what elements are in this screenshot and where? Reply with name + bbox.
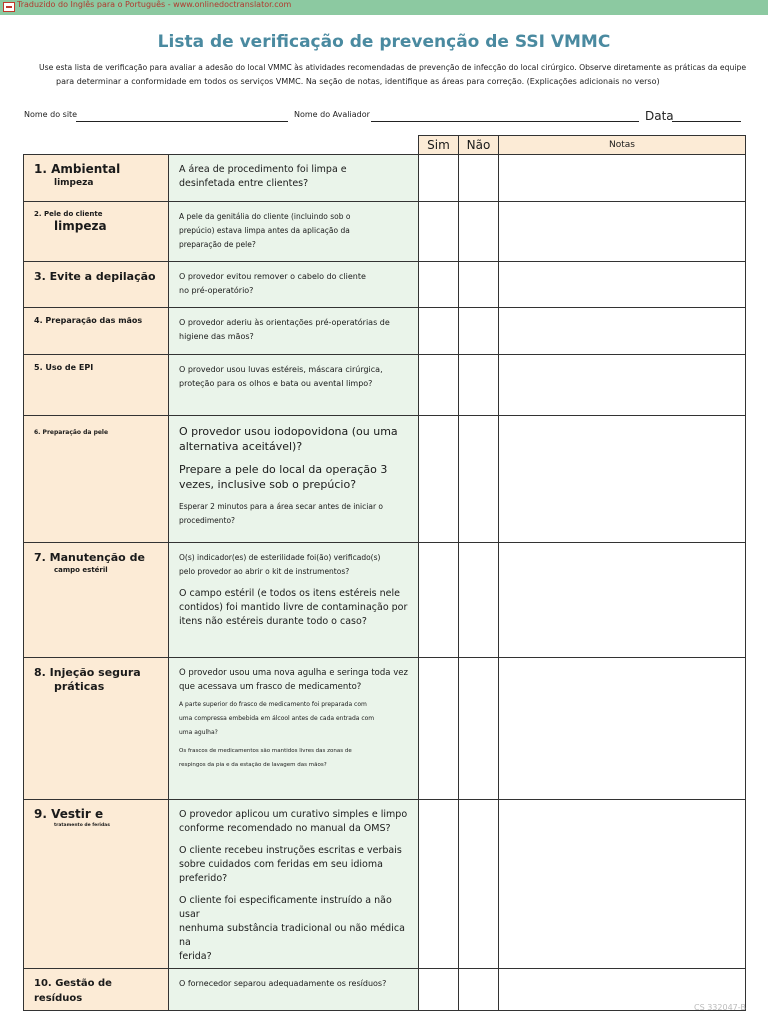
header-blank: [24, 136, 419, 155]
col-notes-header: Notas: [499, 136, 746, 155]
category-subtitle: tratamento de feridas: [54, 823, 110, 828]
question-line: preferido?: [179, 873, 228, 884]
yes-cell[interactable]: [419, 262, 459, 308]
row-question: [169, 308, 419, 355]
no-cell[interactable]: [459, 355, 499, 416]
date-field[interactable]: [672, 121, 741, 122]
yes-cell[interactable]: [419, 155, 459, 202]
question-line: O provedor usou luvas estéreis, máscara cirúrgica,: [179, 365, 383, 374]
table-row: [24, 416, 746, 543]
translator-banner: [0, 0, 768, 15]
row-question: [169, 355, 419, 416]
category-title: 4. Preparação das mãos: [34, 316, 143, 325]
question-line: desinfetada entre clientes?: [179, 178, 309, 189]
notes-cell[interactable]: [499, 355, 746, 416]
intro-line-1: Use esta lista de verificação para avaliar a adesão do local VMMC às atividades recomendadas de prevenção de infecção do local cirúrgico. Observe diretamente as práticas da equipe: [39, 63, 747, 72]
no-cell[interactable]: [459, 658, 499, 800]
row-category: [24, 969, 169, 1011]
question-line: O provedor evitou remover o cabelo do cliente: [179, 272, 366, 281]
col-no-header: Não: [459, 136, 499, 155]
category-title: 7. Manutenção de: [34, 551, 145, 564]
question-line: nenhuma substância tradicional ou não médica na: [179, 923, 405, 948]
table-row: [24, 969, 746, 1011]
notes-cell[interactable]: [499, 202, 746, 262]
row-question: [169, 543, 419, 658]
notes-cell[interactable]: [499, 308, 746, 355]
site-name-label: Nome do site: [24, 110, 78, 119]
row-category: [24, 543, 169, 658]
table-row: [24, 202, 746, 262]
row-question: [169, 262, 419, 308]
question-line: proteção para os olhos e bata ou avental limpo?: [179, 379, 373, 388]
question-line: O provedor aplicou um curativo simples e limpo: [179, 809, 408, 820]
no-cell[interactable]: [459, 543, 499, 658]
question-line: A área de procedimento foi limpa e: [179, 164, 347, 175]
yes-cell[interactable]: [419, 355, 459, 416]
category-title: 6. Preparação da pele: [34, 429, 109, 436]
site-name-field[interactable]: [76, 121, 288, 122]
yes-cell[interactable]: [419, 308, 459, 355]
no-cell[interactable]: [459, 155, 499, 202]
question-line: prepúcio) estava limpa antes da aplicação da: [179, 226, 350, 235]
yes-cell[interactable]: [419, 543, 459, 658]
question-line: que acessava um frasco de medicamento?: [179, 682, 362, 692]
question-line: O provedor usou uma nova agulha e seringa toda vez: [179, 668, 408, 678]
category-title: 3. Evite a depilação: [34, 270, 156, 283]
row-question: [169, 800, 419, 969]
notes-cell[interactable]: [499, 658, 746, 800]
yes-cell[interactable]: [419, 658, 459, 800]
question-line: conforme recomendado no manual da OMS?: [179, 823, 391, 834]
question-line: respingos da pia e da estação de lavagem das mãos?: [179, 762, 327, 768]
notes-cell[interactable]: [499, 543, 746, 658]
category-title: 1. Ambiental: [34, 162, 121, 176]
no-cell[interactable]: [459, 262, 499, 308]
row-category: [24, 202, 169, 262]
row-category: [24, 262, 169, 308]
question-line: uma compressa embebida em álcool antes de cada entrada com: [179, 715, 375, 722]
row-question: [169, 416, 419, 543]
row-category: [24, 800, 169, 969]
no-cell[interactable]: [459, 416, 499, 543]
question-line: alternativa aceitável)?: [179, 440, 303, 453]
question-line: vezes, inclusive sob o prepúcio?: [179, 478, 357, 491]
no-cell[interactable]: [459, 800, 499, 969]
row-category: [24, 308, 169, 355]
category-title: 2. Pele do cliente: [34, 210, 103, 218]
notes-cell[interactable]: [499, 155, 746, 202]
question-line: O(s) indicador(es) de esterilidade foi(ão) verificado(s): [179, 553, 381, 562]
page-title: Lista de verificação de prevenção de SSI VMMC: [157, 32, 611, 52]
row-category: [24, 355, 169, 416]
category-subtitle: campo estéril: [54, 566, 108, 574]
category-title: 5. Uso de EPI: [34, 363, 94, 372]
notes-cell[interactable]: [499, 262, 746, 308]
question-line: procedimento?: [179, 516, 236, 525]
question-line: sobre cuidados com feridas em seu idioma: [179, 859, 383, 870]
question-line: pelo provedor ao abrir o kit de instrumentos?: [179, 567, 350, 576]
category-subtitle: práticas: [54, 680, 105, 693]
translator-banner-text[interactable]: Traduzido do Inglês para o Português - www.onlinedoctranslator.com: [17, 0, 292, 9]
date-label: Data: [645, 109, 674, 123]
col-yes-header: Sim: [419, 136, 459, 155]
question-line: O cliente foi especificamente instruído a não usar: [179, 895, 392, 920]
question-line: higiene das mãos?: [179, 332, 254, 341]
question-line: O campo estéril (e todos os itens estéreis nele: [179, 588, 400, 599]
evaluator-name-field[interactable]: [371, 121, 639, 122]
question-line: A parte superior do frasco de medicamento foi preparada com: [179, 701, 367, 708]
intro-line-2: para determinar a conformidade em todos os serviços VMMC. Na seção de notas, identifique as áreas para correção. (Explicações adicionais no verso): [56, 77, 660, 86]
question-line: A pele da genitália do cliente (incluindo sob o: [179, 212, 351, 221]
question-line: contidos) foi mantido livre de contaminação por: [179, 602, 408, 613]
row-category: [24, 658, 169, 800]
question-line: Os frascos de medicamentos são mantidos livres das zonas de: [179, 748, 352, 754]
notes-cell[interactable]: [499, 800, 746, 969]
question-line: preparação de pele?: [179, 240, 256, 249]
row-question: [169, 202, 419, 262]
row-category: [24, 155, 169, 202]
question-line: itens não estéreis durante todo o caso?: [179, 616, 367, 627]
table-row: [24, 800, 746, 969]
yes-cell[interactable]: [419, 800, 459, 969]
category-subtitle: limpeza: [54, 219, 107, 233]
question-line: uma agulha?: [179, 729, 218, 736]
question-line: O provedor aderiu às orientações pré-operatórias de: [179, 318, 390, 327]
category-subtitle: limpeza: [54, 178, 94, 188]
question-line: O fornecedor separou adequadamente os resíduos?: [179, 979, 387, 988]
category-title: 8. Injeção segura: [34, 666, 141, 679]
no-cell[interactable]: [459, 308, 499, 355]
table-row: [24, 355, 746, 416]
no-cell[interactable]: [459, 202, 499, 262]
table-header: [24, 136, 746, 155]
translator-logo-icon: [3, 2, 15, 12]
question-line: no pré-operatório?: [179, 286, 254, 295]
no-cell[interactable]: [459, 969, 499, 1011]
table-row: [24, 543, 746, 658]
row-category: [24, 416, 169, 543]
row-question: [169, 155, 419, 202]
question-line: O provedor usou iodopovidona (ou uma: [179, 425, 398, 438]
row-question: [169, 658, 419, 800]
document-code: CS 332047-B: [694, 1003, 746, 1012]
yes-cell[interactable]: [419, 202, 459, 262]
yes-cell[interactable]: [419, 969, 459, 1011]
question-line: O cliente recebeu instruções escritas e verbais: [179, 845, 402, 856]
category-title: 9. Vestir e: [34, 807, 104, 821]
category-title: 10. Gestão de resíduos: [34, 978, 112, 1004]
question-line: ferida?: [179, 951, 212, 962]
table-row: [24, 155, 746, 202]
checklist-table: [23, 135, 746, 1011]
question-line: Esperar 2 minutos para a área secar antes de iniciar o: [179, 502, 383, 511]
table-row: [24, 262, 746, 308]
evaluator-name-label: Nome do Avaliador: [294, 110, 370, 119]
notes-cell[interactable]: [499, 416, 746, 543]
table-row: [24, 658, 746, 800]
table-row: [24, 308, 746, 355]
yes-cell[interactable]: [419, 416, 459, 543]
question-line: Prepare a pele do local da operação 3: [179, 463, 388, 476]
row-question: [169, 969, 419, 1011]
